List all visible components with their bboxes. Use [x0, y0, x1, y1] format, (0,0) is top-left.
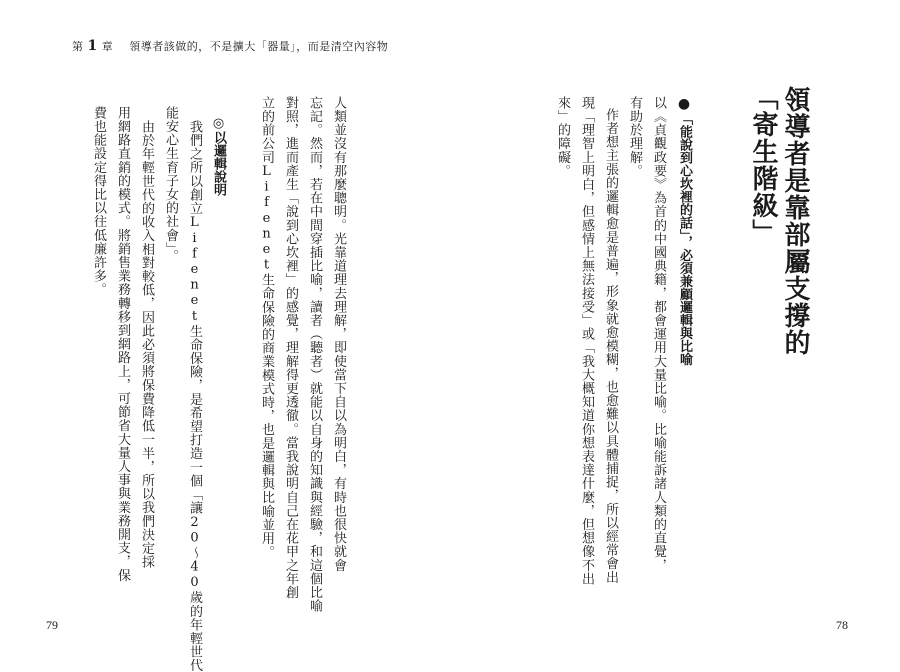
left-body-2-line-1: 我們之所以創立Lifenet生命保險，是希望打造一個「讓20～40歲的年輕世代	[187, 120, 202, 672]
chapter-suffix: 章	[101, 40, 114, 53]
page-number-left: 79	[46, 618, 58, 632]
chapter-prefix: 第	[72, 40, 84, 53]
right-body-line-5: 來」的障礙。	[555, 96, 570, 178]
left-body-2-line-4: 用網路直銷的模式。將銷售業務轉移到網路上，可節省大量人事與業務開支，保	[115, 106, 130, 582]
section-heading-text: 「能說到心坎裡的話」，必須兼顧邏輯與比喻	[677, 112, 692, 366]
chapter-number: 1	[87, 38, 98, 54]
page-number-right: 78	[836, 618, 848, 632]
chapter-title-line-1: 領導者是靠部屬支撐的	[780, 86, 810, 356]
running-head	[72, 38, 388, 54]
section-heading	[676, 96, 692, 366]
left-body-line-1: 人類並沒有那麼聰明。光靠道理去理解，即使當下自以為明白，有時也很快就會	[331, 96, 346, 572]
subsection-heading: ◎以邏輯說明	[211, 116, 226, 196]
left-body-line-4: 立的前公司Lifenet生命保險的商業模式時，也是邏輯與比喻並用。	[259, 96, 274, 559]
bullet-icon: ●	[676, 96, 692, 112]
right-body-line-3: 作者想主張的邏輯愈是普遍，形象就愈模糊，也愈難以具體捕捉，所以經常會出	[603, 108, 618, 584]
right-body-line-4: 現「理智上明白，但感情上無法接受」或「我大概知道你想表達什麼，但想像不出	[579, 96, 594, 586]
left-body-2-line-2: 能安心生育子女的社會」。	[163, 106, 178, 263]
right-body-line-1: 以《貞觀政要》為首的中國典籍，都會運用大量比喻。比喻能訴諸人類的直覺，	[651, 96, 666, 572]
left-body-line-3: 對照，進而產生「說到心坎裡」的感覺，理解得更透徹。當我說明自己在花甲之年創	[283, 96, 298, 600]
left-body-2-line-5: 費也能設定得比以往低廉許多。	[91, 106, 106, 297]
chapter-title-line-2: 「寄生階級」	[748, 84, 778, 246]
left-body-line-2: 忘記。然而，若在中間穿插比喻，讀者（聽者）就能以自身的知識與經驗，和這個比喻	[307, 96, 322, 613]
running-head-title: 領導者該做的，不是擴大「器量」，而是清空內容物	[129, 40, 389, 53]
left-body-2-line-3: 由於年輕世代的收入相對較低，因此必須將保費降低一半，所以我們決定採	[139, 120, 154, 569]
right-body-line-2: 有助於理解。	[627, 96, 642, 178]
